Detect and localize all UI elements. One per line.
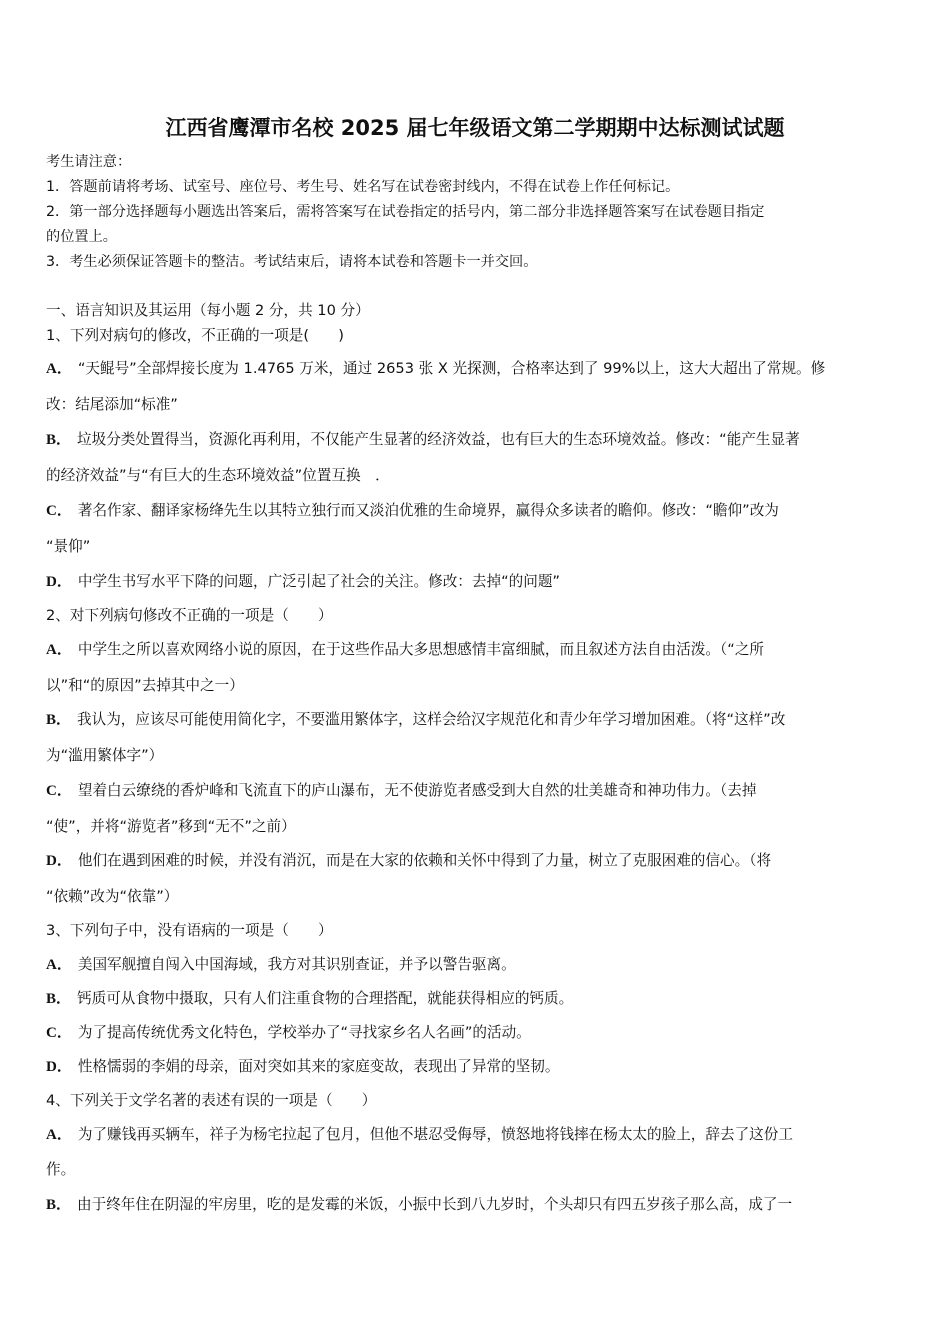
option-text: 美国军舰擅自闯入中国海域，我方对其识别查证，并予以警告驱离。 <box>77 956 516 973</box>
option-text: 为了提高传统优秀文化特色，学校举办了“寻找家乡名人名画”的活动。 <box>77 1024 531 1041</box>
q1-option-b-cont: 的经济效益”与“有巨大的生态环境效益”位置互换 ． <box>46 467 390 484</box>
q1-option-a <box>46 359 910 379</box>
option-text: 为了赚钱再买辆车，祥子为杨宅拉起了包月，但他不堪忍受侮辱，愤怒地将钱摔在杨太太的脸上，辞去了这份工 <box>77 1126 793 1143</box>
notice-item-2: 2．第一部分选择题每小题选出答案后，需将答案写在试卷指定的括号内，第二部分非选择题答案写在试卷题目指定 <box>46 204 765 220</box>
q3-option-a <box>46 955 910 975</box>
option-text: 中学生之所以喜欢网络小说的原因，在于这些作品大多思想感情丰富细腻，而且叙述方法自由活泼。（“之所 <box>77 641 765 658</box>
q2-option-c-cont: “使”，并将“游览者”移到“无不”之前） <box>46 818 296 835</box>
q4-option-a-cont: 作。 <box>46 1161 76 1178</box>
q1-option-c-cont: “景仰” <box>46 538 91 555</box>
q2-option-b <box>46 710 910 730</box>
q2-option-a <box>46 640 910 660</box>
option-text: “天鲲号”全部焊接长度为 1.4765 万米，通过 2653 张 X 光探测，合格率达到了 99%以上，这大大超出了常规。修 <box>77 360 826 377</box>
option-letter: C． <box>46 1025 72 1041</box>
q2-option-d-cont: “依赖”改为“依靠”） <box>46 888 179 905</box>
question-2-stem: 2、对下列病句修改不正确的一项是（ ） <box>46 607 333 624</box>
option-letter: B． <box>46 991 72 1007</box>
section-1-heading: 一、语言知识及其运用（每小题 2 分，共 10 分） <box>46 302 370 319</box>
document-title: 江西省鹰潭市名校 2025 届七年级语文第二学期期中达标测试试题 <box>165 116 785 140</box>
q1-option-c <box>46 501 910 521</box>
option-letter: A． <box>46 1127 72 1143</box>
option-text: 他们在遇到困难的时候，并没有消沉，而是在大家的依赖和关怀中得到了力量，树立了克服困难的信心。（将 <box>77 852 772 869</box>
question-4-stem: 4、下列关于文学名著的表述有误的一项是（ ） <box>46 1092 377 1109</box>
option-letter: A． <box>46 957 72 973</box>
option-letter: B． <box>46 1197 72 1213</box>
notice-item-2-cont: 的位置上。 <box>46 229 117 245</box>
q2-option-d <box>46 851 910 871</box>
option-letter: B． <box>46 712 72 728</box>
question-3-stem: 3、下列句子中，没有语病的一项是（ ） <box>46 922 333 939</box>
option-letter: D． <box>46 574 72 590</box>
q1-option-b <box>46 430 910 450</box>
option-letter: D． <box>46 1059 72 1075</box>
option-text: 垃圾分类处置得当，资源化再利用，不仅能产生显著的经济效益，也有巨大的生态环境效益。修改：“能产生显著 <box>77 431 800 448</box>
option-text: 著名作家、翻译家杨绛先生以其特立独行而又淡泊优雅的生命境界，赢得众多读者的瞻仰。修改：“瞻仰”改为 <box>77 502 779 519</box>
notice-heading: 考生请注意： <box>46 154 132 170</box>
q2-option-c <box>46 781 910 801</box>
option-letter: B． <box>46 432 72 448</box>
option-text: 我认为，应该尽可能使用简化字，不要滥用繁体字，这样会给汉字规范化和青少年学习增加困难。（将“这样”改 <box>77 711 786 728</box>
option-letter: C． <box>46 783 72 799</box>
q4-option-b <box>46 1195 910 1215</box>
notice-item-3: 3．考生必须保证答题卡的整洁。考试结束后，请将本试卷和答题卡一并交回。 <box>46 254 538 270</box>
option-letter: A． <box>46 642 72 658</box>
option-letter: D． <box>46 853 72 869</box>
q2-option-b-cont: 为“滥用繁体字”） <box>46 747 164 764</box>
option-letter: A． <box>46 361 72 377</box>
option-text: 钙质可从食物中摄取，只有人们注重食物的合理搭配，就能获得相应的钙质。 <box>77 990 574 1007</box>
option-letter: C． <box>46 503 72 519</box>
option-text: 望着白云缭绕的香炉峰和飞流直下的庐山瀑布，无不使游览者感受到大自然的壮美雄奇和神功伟力。（去掉 <box>77 782 757 799</box>
option-text: 性格懦弱的李娟的母亲，面对突如其来的家庭变故，表现出了异常的坚韧。 <box>77 1058 560 1075</box>
q1-option-a-cont: 改：结尾添加“标准” <box>46 396 178 413</box>
q3-option-b <box>46 989 910 1009</box>
q4-option-a <box>46 1125 910 1145</box>
q3-option-c <box>46 1023 910 1043</box>
notice-item-1: 1．答题前请将考场、试室号、座位号、考生号、姓名写在试卷密封线内，不得在试卷上作任何标记。 <box>46 179 680 195</box>
q2-option-a-cont: 以”和“的原因”去掉其中之一） <box>46 677 244 694</box>
option-text: 中学生书写水平下降的问题，广泛引起了社会的关注。修改：去掉“的问题” <box>77 573 560 590</box>
question-1-stem: 1、下列对病句的修改，不正确的一项是( ) <box>46 327 344 344</box>
q3-option-d <box>46 1057 910 1077</box>
option-text: 由于终年住在阴湿的牢房里，吃的是发霉的米饭，小振中长到八九岁时，个头却只有四五岁孩子那么高，成了一 <box>77 1196 793 1213</box>
q1-option-d <box>46 572 910 592</box>
